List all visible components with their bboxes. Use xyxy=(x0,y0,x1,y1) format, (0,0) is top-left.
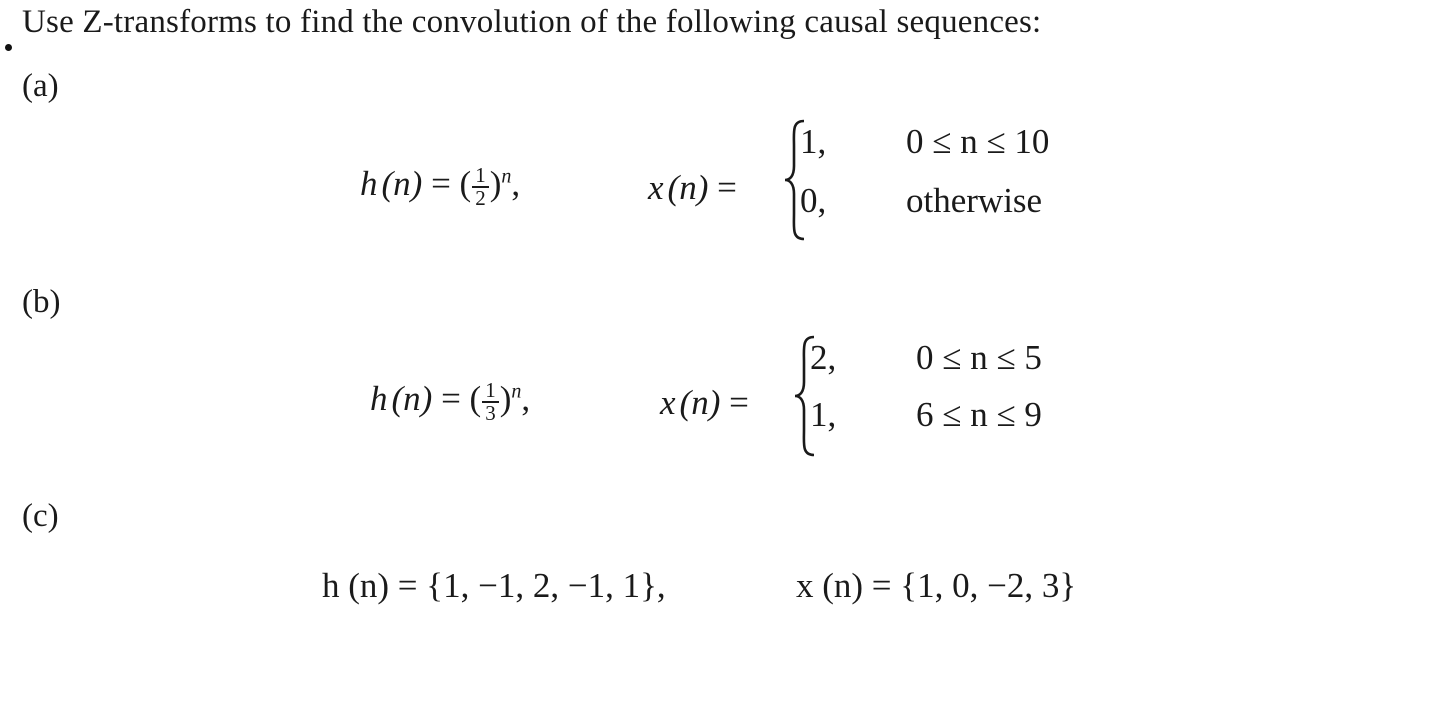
part-a-h-symbol: h xyxy=(360,164,378,204)
part-b-frac-denominator: 3 xyxy=(485,401,496,425)
part-a-h-eq: = ( xyxy=(422,164,472,204)
part-b-case2-condition: 6 ≤ n ≤ 9 xyxy=(916,395,1042,434)
part-b-label: (b) xyxy=(22,284,61,320)
part-a-case2-condition: otherwise xyxy=(906,181,1043,220)
part-b-h-comma: , xyxy=(521,379,531,419)
part-b-case2-value: 1, xyxy=(810,395,837,434)
part-a-x-symbol: x xyxy=(648,168,664,207)
part-a-h-comma: , xyxy=(511,164,521,204)
part-a-h-rparen: ) xyxy=(489,164,502,204)
part-a-h-fraction xyxy=(472,165,489,209)
part-b-h-symbol: h xyxy=(370,379,388,419)
part-b-x-symbol: x xyxy=(660,383,676,422)
part-a-x-arg: (n) xyxy=(667,168,709,207)
part-b-h-eq: = ( xyxy=(432,379,482,419)
part-c-h-sequence: h (n) = {1, −1, 2, −1, 1}, xyxy=(322,566,666,605)
part-a-label: (a) xyxy=(22,68,59,104)
part-b-h-fraction xyxy=(482,380,499,424)
part-a-x-equation xyxy=(648,170,737,205)
part-b-case1-value: 2, xyxy=(810,338,837,377)
part-b-x-equation xyxy=(660,385,749,420)
part-a-h-arg: (n) xyxy=(381,164,423,204)
part-c-x-sequence: x (n) = {1, 0, −2, 3} xyxy=(796,566,1077,605)
margin-bullet-mark xyxy=(5,44,12,51)
part-a-x-eq: = xyxy=(708,168,737,207)
part-c-label: (c) xyxy=(22,498,59,534)
part-a-frac-numerator: 1 xyxy=(472,165,489,188)
part-b-h-arg: (n) xyxy=(391,379,433,419)
problem-prompt: Use Z-transforms to find the convolution of the following causal sequences: xyxy=(22,4,1042,40)
part-a-case2-value: 0, xyxy=(800,181,827,220)
part-b-h-exponent: n xyxy=(511,380,522,403)
part-b-h-rparen: ) xyxy=(499,379,512,419)
part-b-h-equation xyxy=(370,380,530,424)
part-a-case1-value: 1, xyxy=(800,122,827,161)
part-b-x-eq: = xyxy=(720,383,749,422)
part-b-frac-numerator: 1 xyxy=(482,380,499,403)
part-a-case1-condition: 0 ≤ n ≤ 10 xyxy=(906,122,1050,161)
part-a-frac-denominator: 2 xyxy=(475,186,486,210)
part-a-h-exponent: n xyxy=(501,165,512,188)
part-a-h-equation xyxy=(360,165,520,209)
part-b-x-arg: (n) xyxy=(679,383,721,422)
part-b-case1-condition: 0 ≤ n ≤ 5 xyxy=(916,338,1042,377)
